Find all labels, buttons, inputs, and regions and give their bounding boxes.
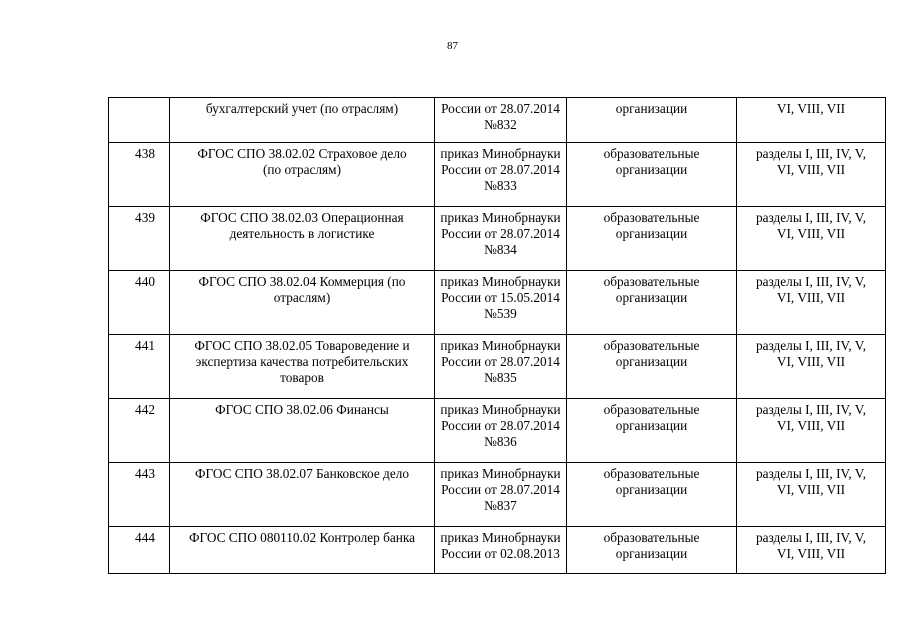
approval-order-line: приказ Минобрнауки (440, 338, 561, 353)
approval-order-line: России от 28.07.2014 (441, 162, 560, 177)
table-row (109, 271, 886, 335)
approval-order-line: России от 28.07.2014 (441, 226, 560, 241)
approval-order-line: России от 15.05.2014 (441, 290, 560, 305)
applies-to-line: образовательные (603, 530, 700, 545)
standard-name-line: отраслям) (273, 290, 331, 305)
approval-order-line: №539 (484, 306, 517, 321)
cell-standard-name (170, 143, 435, 207)
applies-to-line: организации (615, 546, 688, 561)
standard-name-line: (по отраслям) (262, 162, 341, 177)
approval-order-line: России от 28.07.2014 (441, 482, 560, 497)
approval-order-line: приказ Минобрнауки (440, 210, 561, 225)
cell-applies-to (567, 463, 737, 527)
applies-to-line: образовательные (603, 466, 700, 481)
cell-row-number: 438 (109, 143, 170, 207)
cell-approval-order (435, 463, 567, 527)
cell-approval-order (435, 271, 567, 335)
cell-approval-order (435, 399, 567, 463)
standards-table (108, 97, 886, 574)
cell-sections (737, 143, 886, 207)
applies-to-line: образовательные (603, 402, 700, 417)
cell-sections (737, 271, 886, 335)
cell-sections (737, 463, 886, 527)
standard-name-line: товаров (280, 370, 324, 385)
cell-sections (737, 207, 886, 271)
cell-row-number: 442 (109, 399, 170, 463)
approval-order-line: №834 (484, 242, 517, 257)
table-row (109, 207, 886, 271)
table-row (109, 527, 886, 574)
cell-applies-to (567, 98, 737, 143)
applies-to-line: образовательные (603, 338, 700, 353)
sections-line: разделы I, III, IV, V, (755, 210, 867, 225)
approval-order-line: приказ Минобрнауки (440, 402, 561, 417)
standard-name-line: ФГОС СПО 38.02.06 Финансы (215, 402, 389, 417)
sections-line: VI, VIII, VII (776, 418, 846, 433)
cell-approval-order (435, 98, 567, 143)
cell-row-number: 439 (109, 207, 170, 271)
standard-name-line: ФГОС СПО 38.02.07 Банковское дело (194, 466, 410, 481)
sections-line: VI, VIII, VII (776, 101, 846, 116)
approval-order-line: №832 (484, 117, 517, 132)
cell-sections (737, 399, 886, 463)
sections-line: разделы I, III, IV, V, (755, 146, 867, 161)
sections-line: разделы I, III, IV, V, (755, 338, 867, 353)
cell-standard-name (170, 463, 435, 527)
cell-approval-order (435, 527, 567, 574)
table-body (109, 98, 886, 574)
cell-approval-order (435, 335, 567, 399)
applies-to-line: организации (615, 290, 688, 305)
cell-applies-to (567, 399, 737, 463)
sections-line: разделы I, III, IV, V, (755, 466, 867, 481)
standard-name-line: ФГОС СПО 080110.02 Контролер банка (188, 530, 416, 545)
approval-order-line: России от 28.07.2014 (441, 354, 560, 369)
applies-to-line: организации (615, 162, 688, 177)
applies-to-line: организации (615, 418, 688, 433)
cell-sections (737, 335, 886, 399)
sections-line: VI, VIII, VII (776, 226, 846, 241)
table-row (109, 143, 886, 207)
page-number: 87 (447, 40, 458, 52)
cell-standard-name (170, 399, 435, 463)
approval-order-line: №837 (484, 498, 517, 513)
cell-standard-name (170, 207, 435, 271)
applies-to-line: организации (615, 354, 688, 369)
cell-applies-to (567, 271, 737, 335)
cell-row-number: 440 (109, 271, 170, 335)
cell-standard-name (170, 527, 435, 574)
table-row (109, 463, 886, 527)
approval-order-line: №836 (484, 434, 517, 449)
standard-name-line: ФГОС СПО 38.02.02 Страховое дело (197, 146, 407, 161)
standard-name-line: ФГОС СПО 38.02.05 Товароведение и (194, 338, 410, 353)
applies-to-line: организации (615, 101, 688, 116)
cell-standard-name (170, 271, 435, 335)
approval-order-line: приказ Минобрнауки (440, 530, 561, 545)
sections-line: VI, VIII, VII (776, 162, 846, 177)
cell-row-number (109, 98, 170, 143)
applies-to-line: образовательные (603, 210, 700, 225)
applies-to-line: организации (615, 482, 688, 497)
sections-line: VI, VIII, VII (776, 482, 846, 497)
applies-to-line: образовательные (603, 274, 700, 289)
cell-row-number: 444 (109, 527, 170, 574)
applies-to-line: образовательные (603, 146, 700, 161)
cell-applies-to (567, 527, 737, 574)
cell-standard-name (170, 335, 435, 399)
sections-line: разделы I, III, IV, V, (755, 530, 867, 545)
standard-name-line: ФГОС СПО 38.02.03 Операционная (200, 210, 404, 225)
cell-row-number: 441 (109, 335, 170, 399)
cell-sections (737, 98, 886, 143)
cell-sections (737, 527, 886, 574)
sections-line: разделы I, III, IV, V, (755, 274, 867, 289)
approval-order-line: №833 (484, 178, 517, 193)
cell-approval-order (435, 207, 567, 271)
cell-applies-to (567, 335, 737, 399)
approval-order-line: №835 (484, 370, 517, 385)
sections-line: VI, VIII, VII (776, 354, 846, 369)
approval-order-line: приказ Минобрнауки (440, 274, 561, 289)
cell-row-number: 443 (109, 463, 170, 527)
approval-order-line: приказ Минобрнауки (440, 466, 561, 481)
approval-order-line: приказ Минобрнауки (440, 146, 561, 161)
cell-standard-name (170, 98, 435, 143)
sections-line: VI, VIII, VII (776, 290, 846, 305)
approval-order-line: России от 28.07.2014 (441, 101, 560, 116)
table-row (109, 399, 886, 463)
standard-name-line: деятельность в логистике (229, 226, 375, 241)
sections-line: VI, VIII, VII (776, 546, 846, 561)
cell-applies-to (567, 207, 737, 271)
approval-order-line: России от 28.07.2014 (441, 418, 560, 433)
cell-applies-to (567, 143, 737, 207)
cell-approval-order (435, 143, 567, 207)
sections-line: разделы I, III, IV, V, (755, 402, 867, 417)
table-row (109, 98, 886, 143)
applies-to-line: организации (615, 226, 688, 241)
standard-name-line: ФГОС СПО 38.02.04 Коммерция (по (198, 274, 406, 289)
table-row (109, 335, 886, 399)
standard-name-line: экспертиза качества потребительских (195, 354, 409, 369)
approval-order-line: России от 02.08.2013 (441, 546, 560, 561)
standard-name-line: бухгалтерский учет (по отраслям) (205, 101, 399, 116)
